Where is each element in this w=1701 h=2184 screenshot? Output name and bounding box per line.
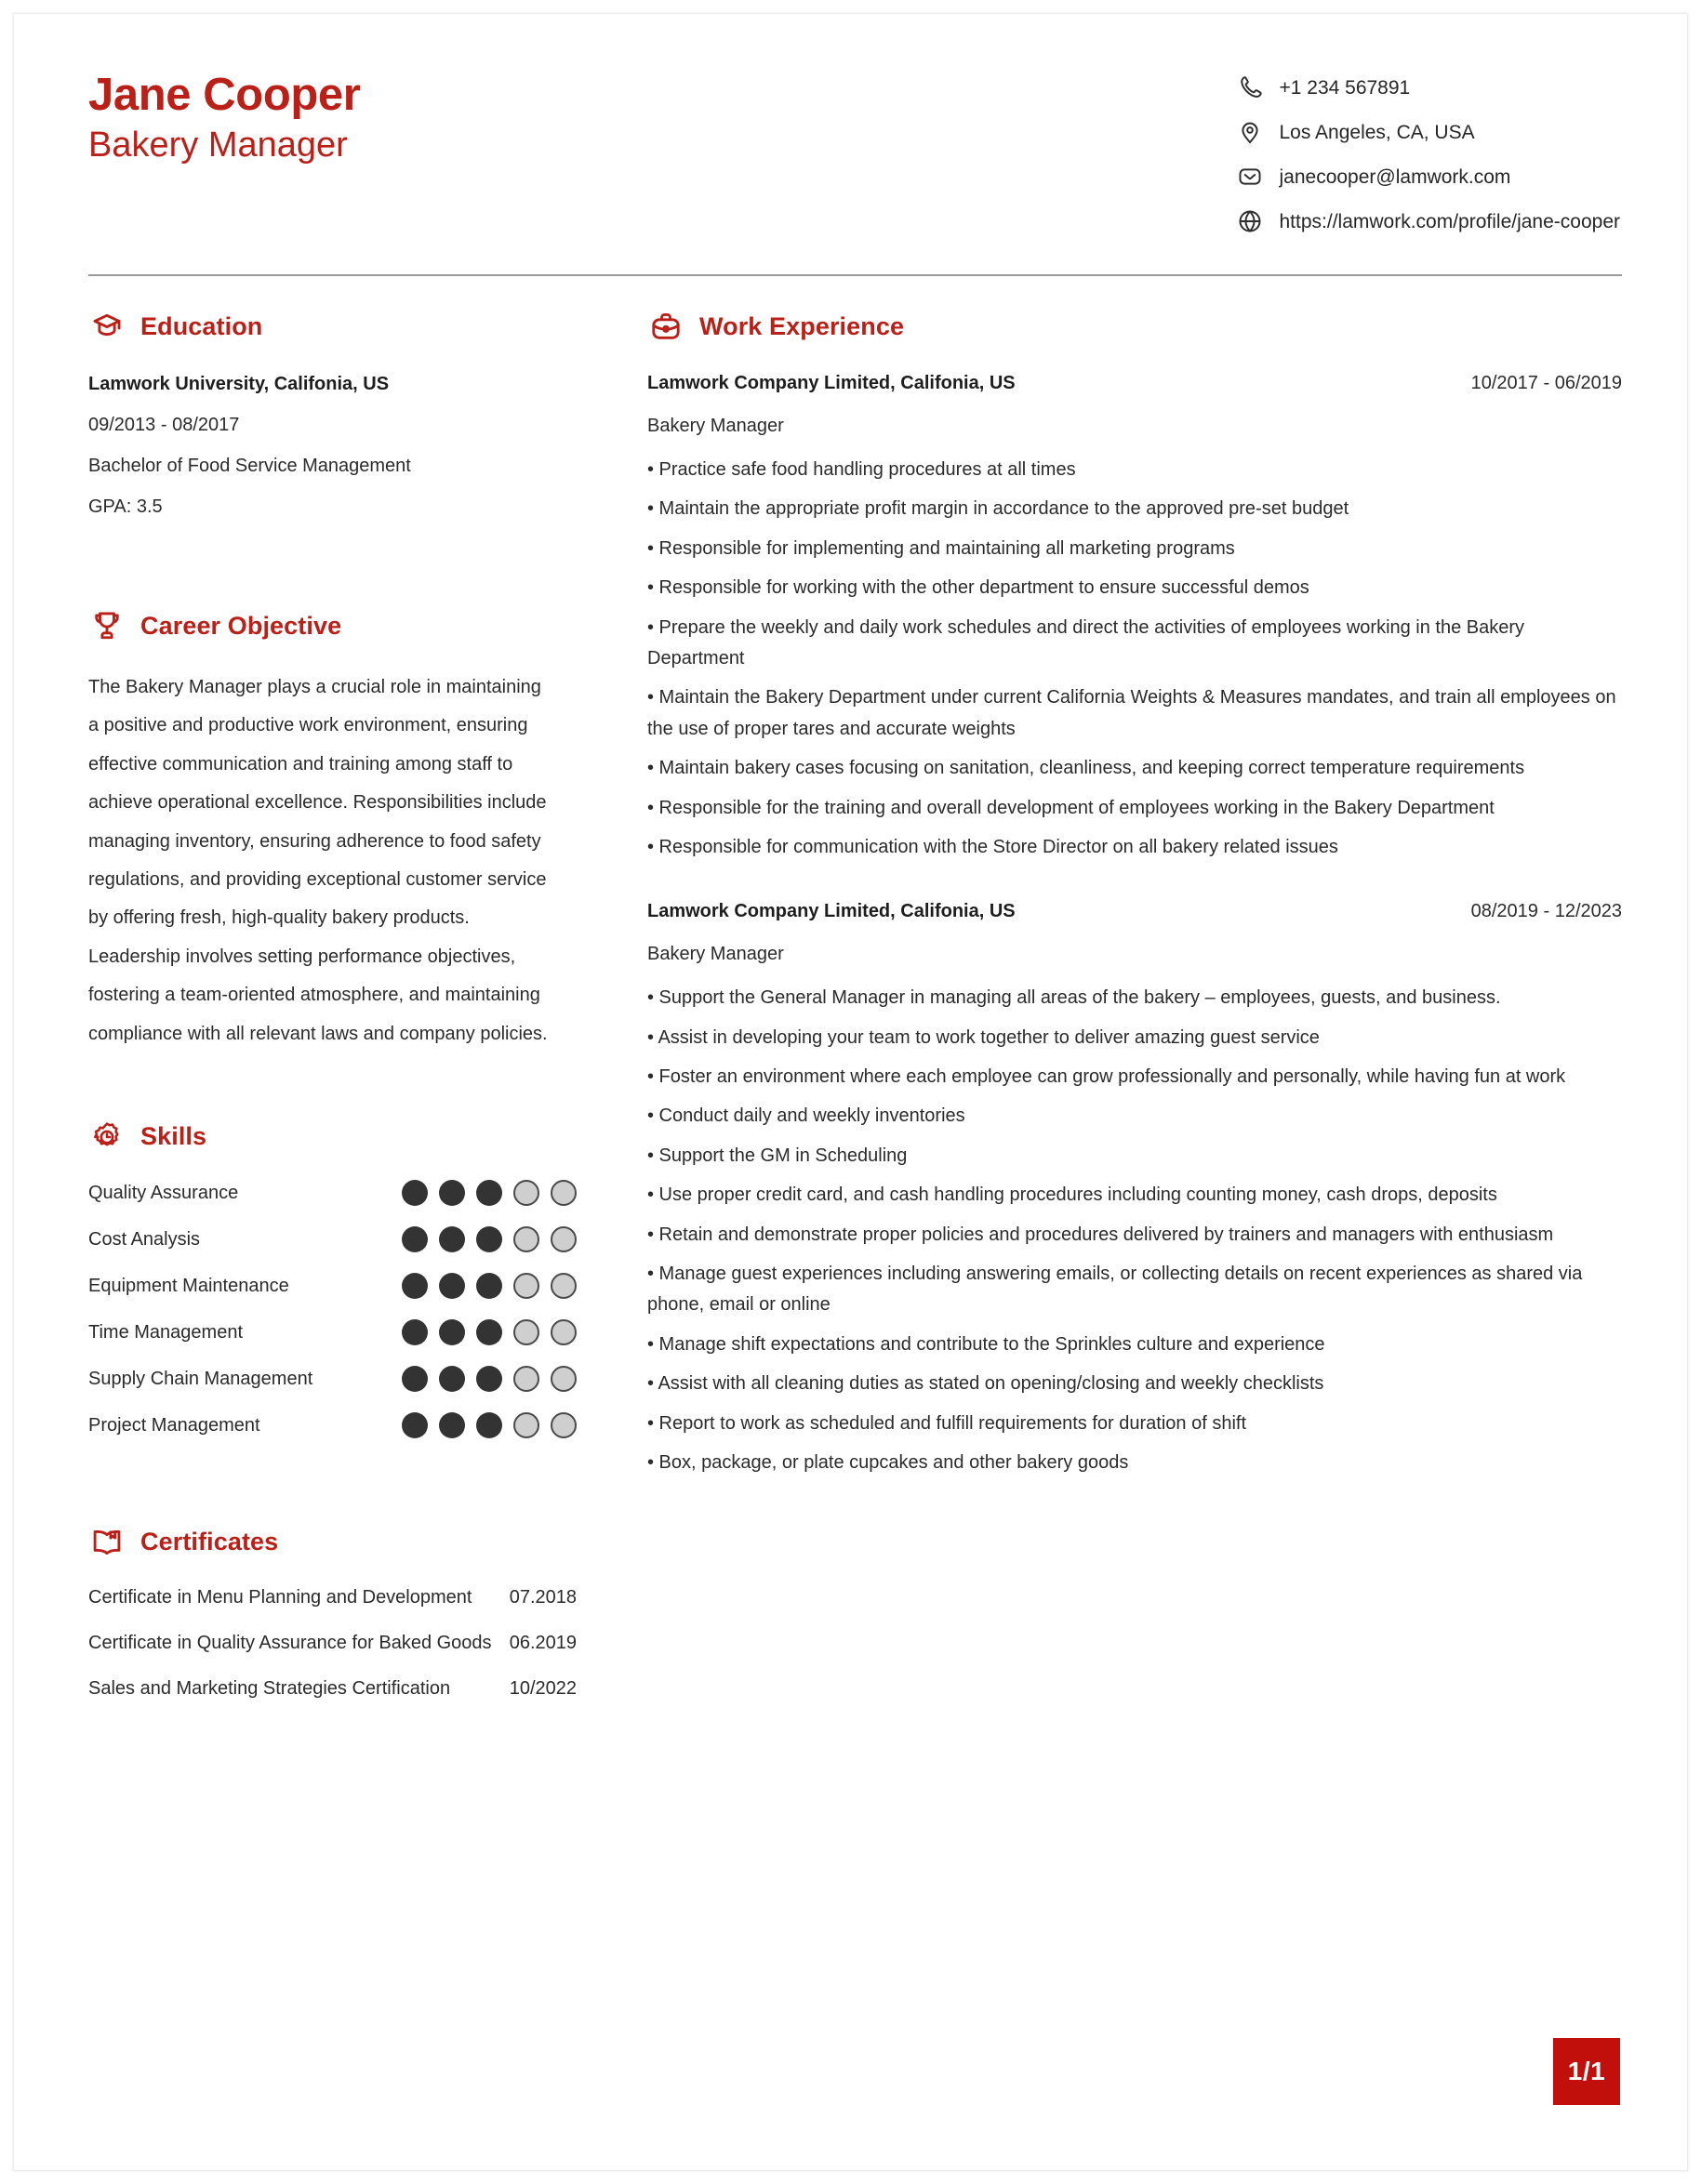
skills-list bbox=[88, 1180, 577, 1438]
section-skills bbox=[88, 1118, 577, 1438]
rating-dot-filled bbox=[439, 1366, 465, 1392]
email-icon bbox=[1236, 163, 1264, 191]
contact-phone-value: +1 234 567891 bbox=[1279, 76, 1411, 99]
contact-item-email bbox=[1236, 163, 1621, 191]
rating-dot-filled bbox=[439, 1180, 465, 1206]
contact-website-value: https://lamwork.com/profile/jane-cooper bbox=[1279, 210, 1620, 232]
work-experience-section-title: Work Experience bbox=[699, 311, 905, 340]
section-education bbox=[88, 308, 577, 522]
rating-dot-filled bbox=[402, 1319, 428, 1345]
contact-item-phone bbox=[1236, 73, 1621, 101]
contact-item-location bbox=[1236, 118, 1621, 146]
certificate-item bbox=[88, 1676, 577, 1701]
job-bullet: • Retain and demonstrate proper policies and procedures delivered by trainers and managers with enthusiasm bbox=[647, 1224, 1554, 1245]
rating-dot-filled bbox=[439, 1412, 465, 1438]
job-bullet: • Responsible for working with the other department to ensure successful demos bbox=[647, 577, 1309, 599]
job-bullet: • Support the GM in Scheduling bbox=[647, 1145, 908, 1166]
rating-dot-filled bbox=[439, 1319, 465, 1345]
skill-label: Time Management bbox=[88, 1321, 243, 1343]
section-work-experience bbox=[647, 308, 1622, 1478]
job-bullet: • Report to work as scheduled and fulfill requirements for duration of shift bbox=[647, 1412, 1246, 1434]
education-gpa: GPA: 3.5 bbox=[88, 496, 163, 517]
job-bullet: • Maintain bakery cases focusing on sanitation, cleanliness, and keeping correct temperature requirements bbox=[647, 758, 1525, 779]
gear-clock-icon bbox=[88, 1118, 126, 1156]
left-column bbox=[88, 308, 614, 1722]
job-bullet: • Foster an environment where each employee can grow professionally and personally, while having fun at work bbox=[647, 1066, 1566, 1088]
rating-dot-empty bbox=[551, 1180, 577, 1206]
education-dates: 09/2013 - 08/2017 bbox=[88, 415, 240, 435]
job-company: Lamwork Company Limited, Califonia, US bbox=[647, 373, 1016, 393]
job-bullet: • Practice safe food handling procedures at all times bbox=[647, 459, 1076, 480]
job-header bbox=[647, 369, 1622, 397]
skill-rating-dots bbox=[402, 1366, 577, 1392]
skill-item bbox=[88, 1273, 577, 1299]
trophy-icon bbox=[88, 607, 126, 644]
job-header bbox=[647, 897, 1622, 925]
skill-rating-dots bbox=[402, 1273, 577, 1299]
resume-header bbox=[88, 51, 1622, 235]
job-bullet: • Use proper credit card, and cash handling procedures including counting money, cash drops, deposits bbox=[647, 1185, 1497, 1206]
job-bullet: • Conduct daily and weekly inventories bbox=[647, 1105, 965, 1127]
job-entry bbox=[647, 897, 1622, 1478]
rating-dot-filled bbox=[476, 1412, 502, 1438]
section-certificates bbox=[88, 1524, 577, 1701]
headline-job-title: Bakery Manager bbox=[88, 125, 348, 165]
rating-dot-empty bbox=[551, 1273, 577, 1299]
rating-dot-filled bbox=[476, 1180, 502, 1206]
job-bullet: • Assist with all cleaning duties as stated on opening/closing and weekly checklists bbox=[647, 1373, 1324, 1395]
skill-rating-dots bbox=[402, 1412, 577, 1438]
skill-label: Project Management bbox=[88, 1414, 260, 1436]
certificates-section-header bbox=[88, 1524, 577, 1561]
skill-label: Supply Chain Management bbox=[88, 1368, 313, 1389]
rating-dot-filled bbox=[476, 1366, 502, 1392]
certificate-name: Certificate in Menu Planning and Development bbox=[88, 1586, 472, 1608]
education-school: Lamwork University, Califonia, US bbox=[88, 374, 390, 394]
rating-dot-empty bbox=[551, 1319, 577, 1345]
work-experience-section-header bbox=[647, 308, 1622, 345]
resume-sheet bbox=[13, 13, 1688, 2171]
job-bullet: • Manage shift expectations and contribute to the Sprinkles culture and experience bbox=[647, 1333, 1325, 1355]
contact-item-website bbox=[1236, 207, 1621, 235]
skills-section-title: Skills bbox=[140, 1122, 207, 1151]
skill-item bbox=[88, 1319, 577, 1345]
rating-dot-filled bbox=[402, 1412, 428, 1438]
job-bullet: • Manage guest experiences including answering emails, or collecting details on recent experiences as shared via phone, email or online bbox=[647, 1264, 1583, 1316]
location-icon bbox=[1236, 118, 1264, 146]
skill-item bbox=[88, 1366, 577, 1392]
job-bullet: • Maintain the appropriate profit margin in accordance to the approved pre-set budget bbox=[647, 498, 1349, 520]
rating-dot-filled bbox=[439, 1273, 465, 1299]
objective-section-title: Career Objective bbox=[140, 611, 342, 640]
job-bullet: • Assist in developing your team to work together to deliver amazing guest service bbox=[647, 1026, 1320, 1048]
certificates-list bbox=[88, 1585, 577, 1701]
certificate-name: Certificate in Quality Assurance for Baked Goods bbox=[88, 1632, 492, 1653]
rating-dot-filled bbox=[476, 1226, 502, 1252]
job-company: Lamwork Company Limited, Califonia, US bbox=[647, 901, 1016, 922]
skill-rating-dots bbox=[402, 1319, 577, 1345]
rating-dot-filled bbox=[476, 1273, 502, 1299]
certificate-name: Sales and Marketing Strategies Certification bbox=[88, 1677, 451, 1699]
phone-icon bbox=[1236, 73, 1264, 101]
page-indicator-badge: 1/1 bbox=[1553, 2038, 1620, 2105]
rating-dot-filled bbox=[402, 1226, 428, 1252]
job-role: Bakery Manager bbox=[647, 416, 784, 436]
skill-item bbox=[88, 1180, 577, 1206]
skills-section-header bbox=[88, 1118, 577, 1156]
certificate-date: 06.2019 bbox=[509, 1632, 577, 1653]
certificates-section-title: Certificates bbox=[140, 1528, 279, 1556]
rating-dot-filled bbox=[439, 1226, 465, 1252]
job-role: Bakery Manager bbox=[647, 944, 784, 965]
rating-dot-empty bbox=[513, 1366, 539, 1392]
rating-dot-empty bbox=[513, 1412, 539, 1438]
contact-location-value: Los Angeles, CA, USA bbox=[1279, 121, 1475, 143]
certificate-date: 07.2018 bbox=[509, 1586, 577, 1608]
open-book-icon bbox=[88, 1524, 126, 1561]
spacer bbox=[88, 533, 577, 607]
skill-label: Equipment Maintenance bbox=[88, 1275, 289, 1296]
rating-dot-empty bbox=[513, 1180, 539, 1206]
skill-rating-dots bbox=[402, 1180, 577, 1206]
job-bullet: • Box, package, or plate cupcakes and other bakery goods bbox=[647, 1451, 1129, 1473]
skill-item bbox=[88, 1412, 577, 1438]
graduation-cap-icon bbox=[88, 308, 126, 345]
job-bullet: • Prepare the weekly and daily work schedules and direct the activities of employees working in the Bakery Department bbox=[647, 616, 1525, 668]
spacer bbox=[88, 1053, 577, 1118]
rating-dot-filled bbox=[476, 1319, 502, 1345]
rating-dot-empty bbox=[551, 1366, 577, 1392]
certificate-item bbox=[88, 1631, 577, 1655]
education-section-title: Education bbox=[140, 311, 263, 340]
education-degree: Bachelor of Food Service Management bbox=[88, 456, 411, 476]
skill-item bbox=[88, 1226, 577, 1252]
page-title: Jane Cooper bbox=[88, 70, 361, 120]
certificate-date: 10/2022 bbox=[509, 1677, 577, 1699]
job-bullet: • Support the General Manager in managing all areas of the bakery – employees, guests, and business. bbox=[647, 987, 1501, 1009]
job-dates: 08/2019 - 12/2023 bbox=[1470, 901, 1622, 922]
contact-email-value: janecooper@lamwork.com bbox=[1279, 165, 1511, 188]
job-entry bbox=[647, 369, 1622, 863]
job-dates: 10/2017 - 06/2019 bbox=[1470, 373, 1622, 393]
spacer bbox=[647, 871, 1622, 897]
resume-body bbox=[88, 308, 1622, 1722]
skill-label: Quality Assurance bbox=[88, 1182, 239, 1203]
section-career-objective bbox=[88, 607, 577, 1053]
rating-dot-filled bbox=[402, 1180, 428, 1206]
rating-dot-empty bbox=[513, 1273, 539, 1299]
objective-section-header bbox=[88, 607, 577, 644]
skill-rating-dots bbox=[402, 1226, 577, 1252]
rating-dot-empty bbox=[551, 1412, 577, 1438]
identity-block bbox=[88, 64, 360, 166]
certificate-item bbox=[88, 1585, 577, 1609]
rating-dot-empty bbox=[551, 1226, 577, 1252]
job-bullet: • Responsible for the training and overall development of employees working in the Bakery Department bbox=[647, 797, 1495, 818]
education-section-header bbox=[88, 308, 577, 345]
skill-label: Cost Analysis bbox=[88, 1228, 201, 1250]
header-divider bbox=[88, 274, 1622, 276]
rating-dot-filled bbox=[402, 1273, 428, 1299]
right-column bbox=[614, 308, 1622, 1487]
briefcase-icon bbox=[647, 308, 684, 345]
objective-text: The Bakery Manager plays a crucial role in maintaining a positive and productive work environment, ensuring effective communication and training among staff to achieve operational excellence. Responsibilities include managing inventory, ensuring adherence to food safety regulations, and providing exceptional customer service by offering fresh, high-quality bakery products. Leadership involves setting performance objectives, fostering a team-oriented atmosphere, and maintaining compliance with all relevant laws and company policies. bbox=[88, 677, 548, 1044]
job-bullets bbox=[647, 455, 1622, 863]
contact-list bbox=[1236, 64, 1623, 235]
spacer bbox=[88, 1459, 577, 1524]
job-bullet: • Responsible for implementing and maintaining all marketing programs bbox=[647, 537, 1235, 559]
rating-dot-empty bbox=[513, 1226, 539, 1252]
rating-dot-filled bbox=[402, 1366, 428, 1392]
job-bullet: • Maintain the Bakery Department under current California Weights & Measures mandates, and train all employees on the use of proper tares and accurate weights bbox=[647, 687, 1616, 739]
globe-icon bbox=[1236, 207, 1264, 235]
job-bullets bbox=[647, 983, 1622, 1478]
rating-dot-empty bbox=[513, 1319, 539, 1345]
job-bullet: • Responsible for communication with the Store Director on all bakery related issues bbox=[647, 836, 1338, 857]
